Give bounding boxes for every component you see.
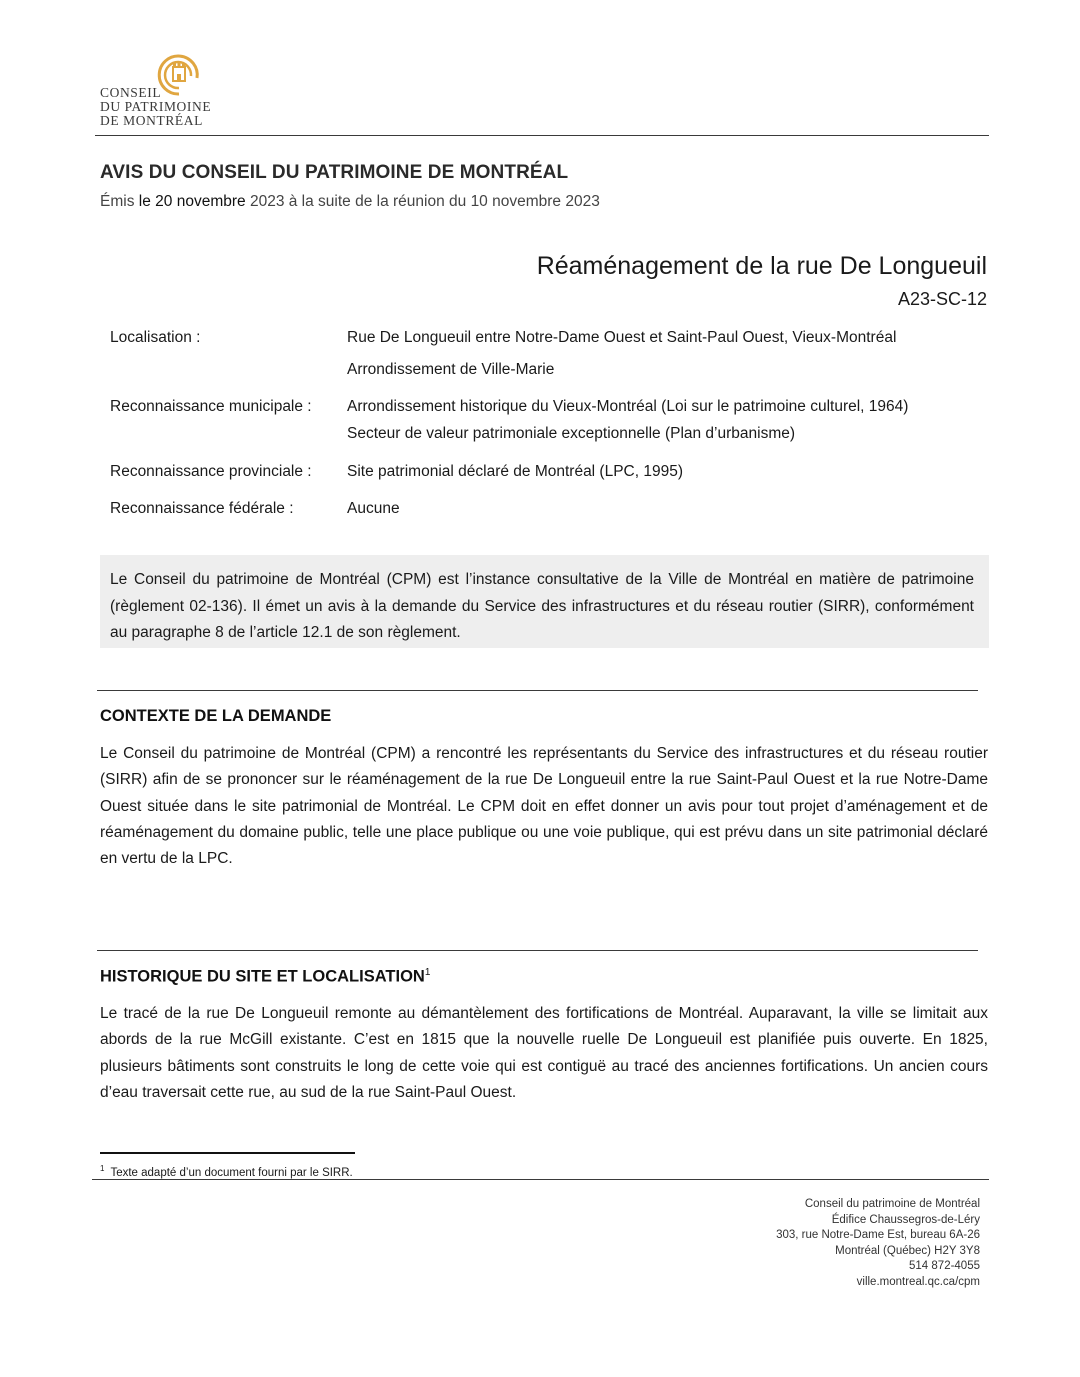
section-title-contexte [100,707,331,726]
section-divider-2 [97,950,978,951]
section-title-historique [100,967,430,987]
info-value-localisation-2: Arrondissement de Ville-Marie [347,361,555,378]
page-title: AVIS DU CONSEIL DU PATRIMOINE DE MONTRÉAL [100,162,569,183]
footnote-ref: 1 [424,967,431,978]
footnote-number: 1 [100,1164,105,1173]
document-title: Réaménagement de la rue De Longueuil [536,252,987,280]
info-label-federale: Reconnaissance fédérale : [110,500,294,517]
footnote [100,1164,353,1179]
issued-date: 20 novembre [155,193,246,210]
intro-box [100,555,989,648]
logo-line-2: DU PATRIMOINE [100,99,212,114]
footer-address [776,1197,980,1290]
info-value-provinciale: Site patrimonial déclaré de Montréal (LPC, 1995) [347,463,684,480]
section-body-historique: Le tracé de la rue De Longueuil remonte au démantèlement des fortifications de Montréal. Auparavant, la ville se limitait aux abords de la rue McGill existante. C’est en 1815 que la nouvelle ruelle De Longueuil est planifiée puis ouverte. En 1825, plusieurs bâtiments sont construits le long de cette voie qui est contiguë au tracé des anciennes fortifications. Un ancien cours d’eau traversait cette rue, au sud de la rue Saint-Paul Ouest. [100,1005,988,1101]
document-code: A23-SC-12 [897,289,987,309]
footer-line-2: Édifice Chaussegros-de-Léry [831,1213,980,1226]
info-label-provinciale: Reconnaissance provinciale : [110,463,312,480]
info-value-federale: Aucune [347,500,400,517]
footer-divider [92,1179,989,1180]
footer-line-5: 514 872-4055 [909,1260,980,1272]
footnote-text: Texte adapté d’un document fourni par le SIRR. [110,1166,353,1179]
info-value-localisation-1: Rue De Longueuil entre Notre-Dame Ouest et Saint-Paul Ouest, Vieux-Montréal [347,329,897,346]
info-value-municipale-2: Secteur de valeur patrimoniale exceptionnelle (Plan d’urbanisme) [347,425,796,442]
intro-text: Le Conseil du patrimoine de Montréal (CPM) est l’instance consultative de la Ville de Montréal en matière de patrimoine (règlement 02-136). Il émet un avis à la demande du Service des infrastructures et du réseau routier (SIRR), conformément au paragraphe 8 de l’article 12.1 de son règlement. [110,571,974,641]
footer-line-6[interactable]: ville.montreal.qc.ca/cpm [856,1275,980,1288]
issued-le: le [138,193,151,210]
issued-suffix: 2023 à la suite de la réunion du 10 novembre 2023 [249,193,600,210]
issued-prefix: Émis [100,193,135,210]
info-label-localisation: Localisation : [110,329,201,346]
logo-wordmark [100,86,240,128]
logo-line-1: CONSEIL [100,85,162,100]
footer-line-3: 303, rue Notre-Dame Est, bureau 6A-26 [776,1229,980,1241]
logo-line-3: DE MONTRÉAL [100,113,203,128]
header-divider [95,135,989,136]
section-title-contexte-text: CONTEXTE DE LA DEMANDE [100,707,332,725]
footnote-divider [100,1152,355,1154]
issued-line [100,193,600,211]
footer-line-4: Montréal (Québec) H2Y 3Y8 [835,1244,980,1257]
info-value-municipale-1: Arrondissement historique du Vieux-Montréal (Loi sur le patrimoine culturel, 1964) [347,398,909,415]
section-body-contexte: Le Conseil du patrimoine de Montréal (CPM) a rencontré les représentants du Service des infrastructures et du réseau routier (SIRR) afin de se prononcer sur le réaménagement de la rue De Longueuil entre la rue Saint-Paul Ouest et la rue Notre-Dame Ouest située dans le site patrimonial de Montréal. Le CPM doit en effet donner un avis pour tout projet d’aménagement et de réaménagement du domaine public, telle une place publique ou une voie publique, qui est prévu dans un site patrimonial déclaré en vertu de la LPC. [100,745,988,868]
footer-line-1: Conseil du patrimoine de Montréal [804,1198,980,1210]
info-label-municipale: Reconnaissance municipale : [110,398,312,415]
section-divider-1 [97,690,978,691]
section-title-historique-text: HISTORIQUE DU SITE ET LOCALISATION [100,967,425,986]
